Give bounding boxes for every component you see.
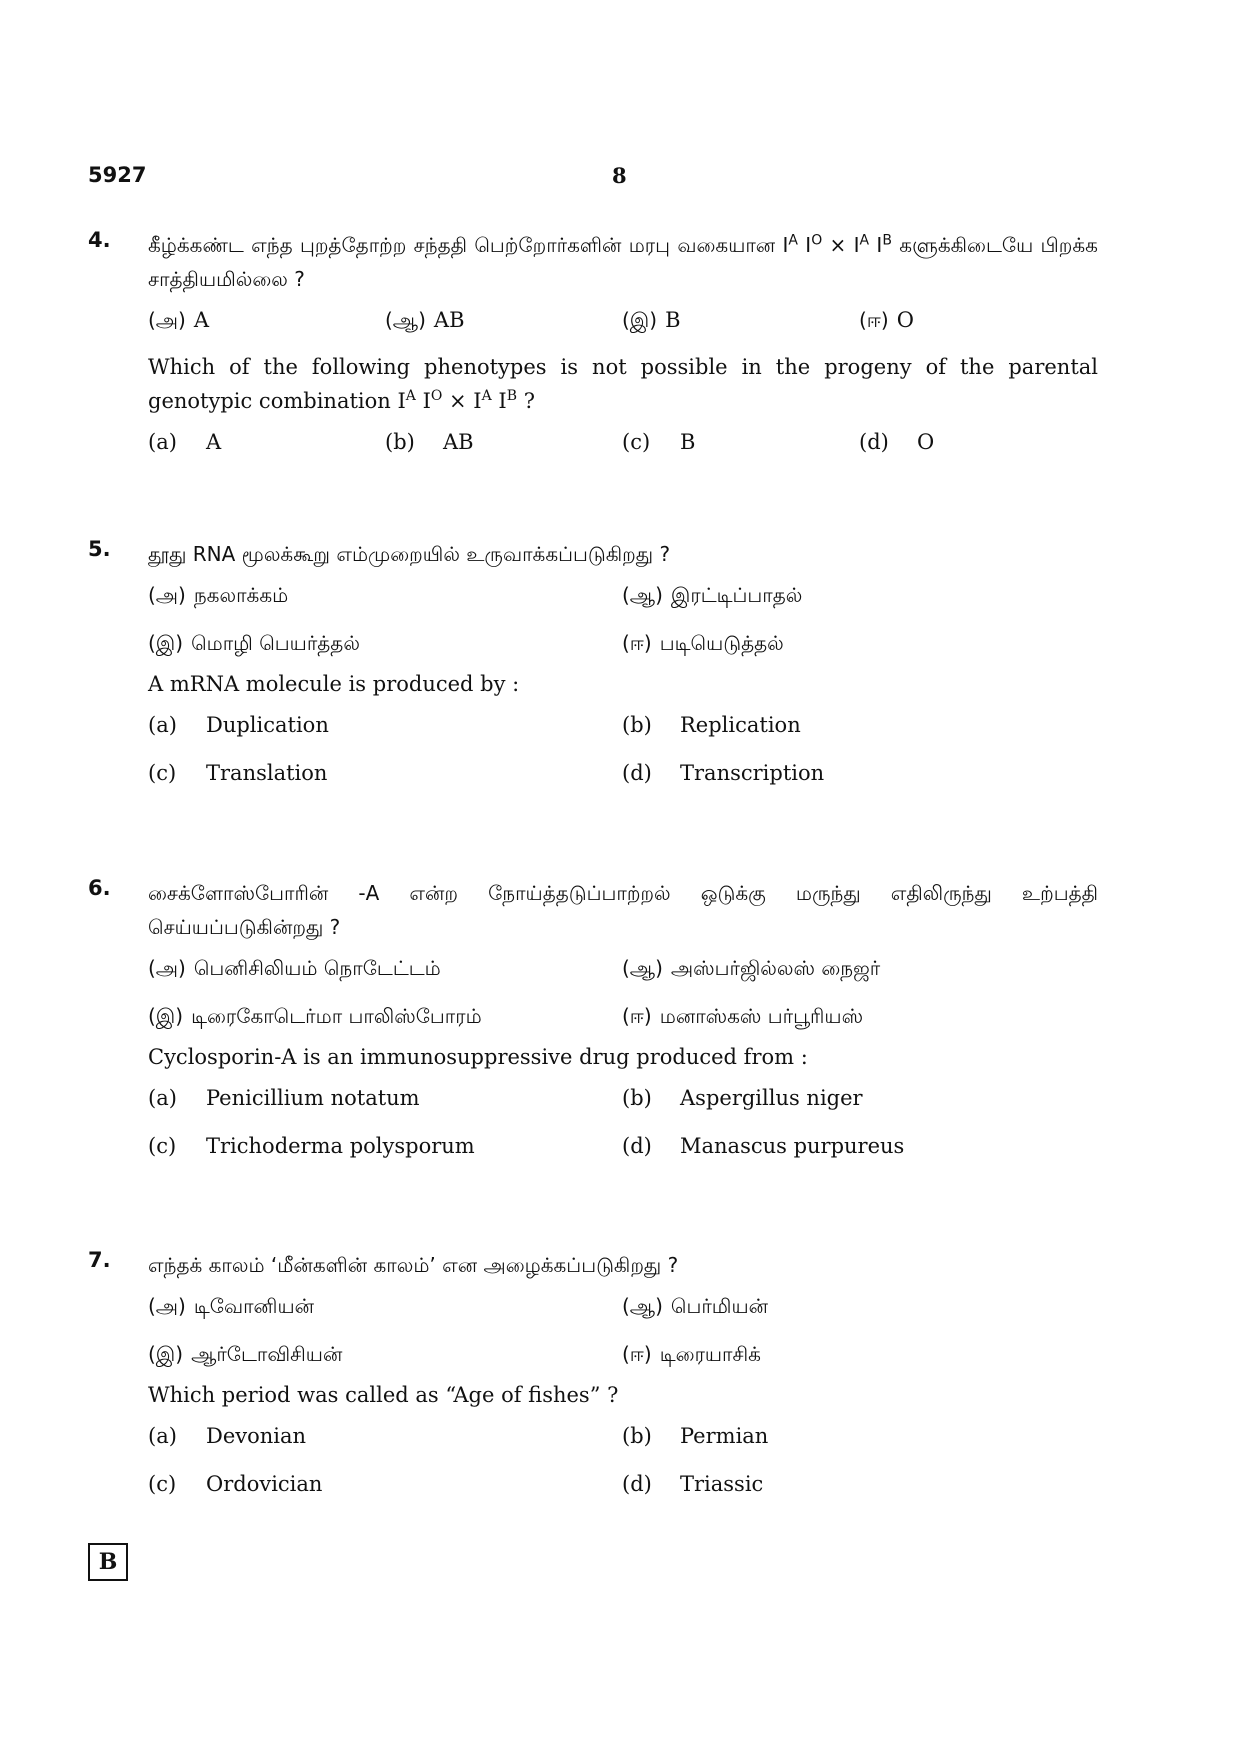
option[interactable]: (ஆ) பெர்மியன் <box>622 1294 769 1318</box>
question-7 <box>88 1248 1098 1508</box>
question-6 <box>88 876 1098 1170</box>
option[interactable]: (b) Replication <box>622 713 801 737</box>
option[interactable]: (இ) டிரைகோடெர்மா பாலிஸ்போரம் <box>148 1004 482 1028</box>
question-number: 5. <box>88 537 111 561</box>
options-tamil <box>148 296 1098 344</box>
options-english <box>148 418 1098 466</box>
option[interactable]: (d) Manascus purpureus <box>622 1134 905 1158</box>
question-text-tamil: தூது RNA மூலக்கூறு எம்முறையில் உருவாக்கப்படுகிறது ? <box>148 542 671 566</box>
option[interactable]: (a) Duplication <box>148 713 329 737</box>
option[interactable]: (அ) டிவோனியன் <box>148 1294 315 1318</box>
question-number: 7. <box>88 1248 111 1272</box>
question-text-tamil: எந்தக் காலம் ‘மீன்களின் காலம்’ என அழைக்கப்படுகிறது ? <box>148 1253 679 1277</box>
option[interactable]: (ஈ) O <box>859 308 914 332</box>
option[interactable]: (b) AB <box>385 430 474 454</box>
genotype-formula: $I^A$ $I^O \times I^A$ $I^B$ <box>782 232 892 257</box>
option[interactable]: (ஈ) படியெடுத்தல் <box>622 631 784 655</box>
option[interactable]: (ஈ) மனாஸ்கஸ் பர்பூரியஸ் <box>622 1004 864 1028</box>
option[interactable]: (d) O <box>859 430 935 454</box>
option[interactable]: (ஆ) இரட்டிப்பாதல் <box>622 583 803 607</box>
question-text-english: A mRNA molecule is produced by : <box>148 672 520 696</box>
option[interactable]: (c) Ordovician <box>148 1472 323 1496</box>
option[interactable]: (இ) மொழி பெயர்த்தல் <box>148 631 360 655</box>
option[interactable]: (a) Penicillium notatum <box>148 1086 420 1110</box>
option[interactable]: (ஆ) AB <box>385 308 465 332</box>
question-number: 6. <box>88 876 111 900</box>
option[interactable]: (அ) நகலாக்கம் <box>148 583 289 607</box>
option[interactable]: (a) A <box>148 430 222 454</box>
question-text-english: Which of the following phenotypes is not possible in the progeny of the parental genotypic combination $I^A$ $I^O \times I^A$ $I^B$ ? <box>148 355 1098 413</box>
options-english <box>148 701 1098 797</box>
option[interactable]: (அ) A <box>148 308 210 332</box>
option[interactable]: (அ) பெனிசிலியம் நொடேட்டம் <box>148 956 441 980</box>
option[interactable]: (a) Devonian <box>148 1424 307 1448</box>
option[interactable]: (இ) B <box>622 308 681 332</box>
options-english <box>148 1074 1098 1170</box>
genotype-formula: $I^A$ $I^O \times I^A$ $I^B$ <box>397 388 518 413</box>
option[interactable]: (c) B <box>622 430 696 454</box>
page-number: 8 <box>612 163 627 188</box>
options-tamil <box>148 944 1098 1040</box>
option[interactable]: (ஈ) டிரையாசிக் <box>622 1342 761 1366</box>
question-text-english: Cyclosporin-A is an immunosuppressive drug produced from : <box>148 1045 808 1069</box>
question-text-tamil: சைக்ளோஸ்போரின் -A என்ற நோய்த்தடுப்பாற்றல் ஒடுக்கு மருந்து எதிலிருந்து உற்பத்தி செய்யப்படுகின்றது ? <box>148 881 1098 939</box>
option[interactable]: (b) Aspergillus niger <box>622 1086 863 1110</box>
option[interactable]: (d) Triassic <box>622 1472 764 1496</box>
option[interactable]: (b) Permian <box>622 1424 769 1448</box>
option[interactable]: (c) Translation <box>148 761 328 785</box>
options-tamil <box>148 1282 1098 1378</box>
option[interactable]: (d) Transcription <box>622 761 825 785</box>
question-text-tamil: கீழ்க்கண்ட எந்த புறத்தோற்ற சந்ததி பெற்றோர்களின் மரபு வகையான $I^A$ $I^O \times I^A$ $I^B$ களுக்கிடையே பிறக்க சாத்தியமில்லை ? <box>148 232 1098 291</box>
page-code: 5927 <box>88 163 147 187</box>
option[interactable]: (c) Trichoderma polysporum <box>148 1134 475 1158</box>
booklet-series-box: B <box>88 1543 128 1581</box>
question-4 <box>88 228 1098 466</box>
options-tamil <box>148 571 1098 667</box>
question-text-english: Which period was called as “Age of fishes” ? <box>148 1383 619 1407</box>
option[interactable]: (இ) ஆர்டோவிசியன் <box>148 1342 343 1366</box>
options-english <box>148 1412 1098 1508</box>
question-5 <box>88 537 1098 797</box>
option[interactable]: (ஆ) அஸ்பர்ஜில்லஸ் நைஜர் <box>622 956 881 980</box>
question-number: 4. <box>88 228 111 252</box>
